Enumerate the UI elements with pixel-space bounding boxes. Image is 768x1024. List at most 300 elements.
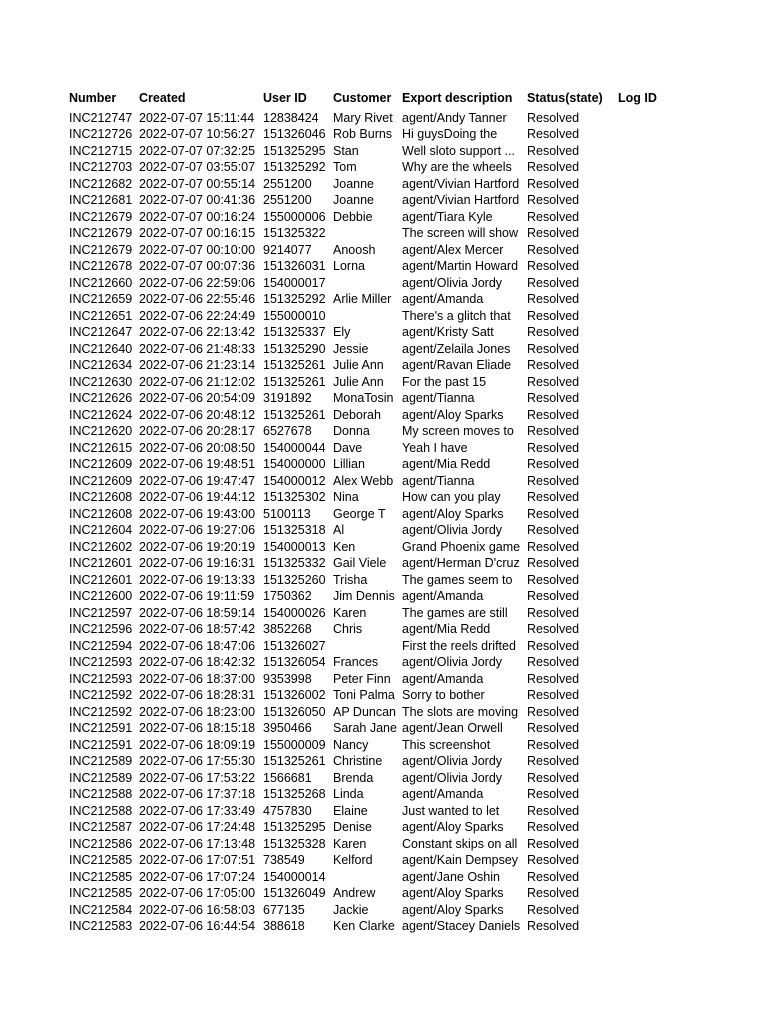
log-id-cell [618, 110, 678, 127]
log-id-cell [618, 654, 678, 671]
log-id-cell [618, 572, 678, 589]
created-cell: 2022-07-06 17:55:30 [139, 754, 256, 768]
user-id-cell: 151325295 [263, 143, 326, 158]
customer-cell: George T [333, 506, 386, 521]
user-id-cell: 677135 [263, 902, 305, 917]
number-cell: INC212585 [69, 886, 133, 900]
status-cell: Resolved [527, 523, 580, 537]
export-description-cell: agent/Olivia Jordy [402, 770, 503, 785]
created-cell: 2022-07-06 20:48:12 [139, 407, 256, 422]
number-cell: INC212601 [69, 572, 133, 587]
user-id-cell: 151325290 [263, 341, 326, 356]
customer-cell: Julie Ann [333, 358, 384, 372]
export-description-cell: agent/Olivia Jordy [402, 523, 503, 537]
log-id-cell [618, 836, 678, 853]
created-cell: 2022-07-07 07:32:25 [139, 143, 256, 158]
customer-cell: Linda [333, 787, 364, 801]
customer-cell: Peter Finn [333, 671, 391, 686]
table-row [69, 225, 678, 242]
status-cell: Resolved [527, 622, 580, 636]
user-id-cell: 151325261 [263, 754, 326, 768]
log-id-cell [618, 638, 678, 655]
customer-cell: Rob Burns [333, 127, 393, 141]
status-cell: Resolved [527, 671, 580, 686]
log-id-cell [618, 126, 678, 143]
number-cell: INC212624 [69, 407, 133, 422]
created-cell: 2022-07-07 00:10:00 [139, 242, 256, 257]
number-cell: INC212594 [69, 638, 133, 653]
customer-cell [333, 225, 402, 242]
status-cell: Resolved [527, 556, 580, 570]
table-row [69, 720, 678, 737]
user-id-cell: 151326046 [263, 127, 326, 141]
customer-cell: Christine [333, 754, 383, 768]
created-cell: 2022-07-06 17:05:00 [139, 886, 256, 900]
user-id-cell: 3852268 [263, 622, 312, 636]
created-cell: 2022-07-06 22:59:06 [139, 275, 256, 290]
table-row [69, 258, 678, 275]
number-cell: INC212585 [69, 853, 133, 867]
user-id-cell: 151325295 [263, 820, 326, 834]
number-cell: INC212681 [69, 193, 133, 207]
number-cell: INC212726 [69, 127, 133, 141]
table-row [69, 291, 678, 308]
number-cell: INC212591 [69, 721, 133, 735]
status-cell: Resolved [527, 902, 580, 917]
export-description-cell: agent/Amanda [402, 292, 484, 306]
table-row [69, 176, 678, 193]
created-cell: 2022-07-06 19:48:51 [139, 457, 256, 471]
log-id-cell [618, 423, 678, 440]
customer-cell: Ken [333, 539, 356, 554]
table-row [69, 555, 678, 572]
status-cell: Resolved [527, 407, 580, 422]
created-cell: 2022-07-07 00:16:15 [139, 226, 256, 240]
table-row [69, 539, 678, 556]
customer-cell: Jackie [333, 902, 369, 917]
status-cell: Resolved [527, 110, 580, 125]
created-cell: 2022-07-06 21:48:33 [139, 341, 256, 356]
customer-cell: Al [333, 523, 345, 537]
number-cell: INC212659 [69, 292, 133, 306]
status-cell: Resolved [527, 127, 580, 141]
table-row [69, 687, 678, 704]
number-cell: INC212589 [69, 754, 133, 768]
export-description-cell: Constant skips on all [402, 836, 518, 851]
number-cell: INC212682 [69, 176, 133, 191]
header-log-id: Log ID [618, 91, 657, 105]
log-id-cell [618, 489, 678, 506]
export-description-cell: agent/Aloy Sparks [402, 886, 504, 900]
status-cell: Resolved [527, 770, 580, 785]
log-id-cell [618, 720, 678, 737]
status-cell: Resolved [527, 473, 580, 488]
customer-cell: Anoosh [333, 242, 376, 257]
user-id-cell: 151326031 [263, 259, 326, 273]
number-cell: INC212583 [69, 919, 133, 933]
table-row [69, 918, 678, 935]
number-cell: INC212592 [69, 688, 133, 702]
number-cell: INC212679 [69, 242, 133, 257]
number-cell: INC212602 [69, 539, 133, 554]
created-cell: 2022-07-06 17:13:48 [139, 836, 256, 851]
created-cell: 2022-07-06 18:23:00 [139, 704, 256, 719]
user-id-cell: 151325261 [263, 374, 326, 389]
table-row [69, 588, 678, 605]
status-cell: Resolved [527, 803, 580, 818]
user-id-cell: 155000006 [263, 209, 326, 224]
status-cell: Resolved [527, 572, 580, 587]
export-description-cell: agent/Zelaila Jones [402, 341, 511, 356]
created-cell: 2022-07-06 18:37:00 [139, 671, 256, 686]
log-id-cell [618, 225, 678, 242]
created-cell: 2022-07-06 17:53:22 [139, 770, 256, 785]
log-id-cell [618, 258, 678, 275]
user-id-cell: 151325302 [263, 490, 326, 504]
customer-cell: Lorna [333, 259, 365, 273]
number-cell: INC212651 [69, 308, 133, 323]
export-description-cell: agent/Alex Mercer [402, 242, 504, 257]
user-id-cell: 151326054 [263, 655, 326, 669]
table-row [69, 324, 678, 341]
created-cell: 2022-07-06 18:57:42 [139, 622, 256, 636]
table-row [69, 654, 678, 671]
log-id-cell [618, 737, 678, 754]
customer-cell: Nancy [333, 737, 369, 752]
status-cell: Resolved [527, 341, 580, 356]
log-id-cell [618, 621, 678, 638]
created-cell: 2022-07-07 00:16:24 [139, 209, 256, 224]
header-user-id: User ID [263, 91, 307, 105]
log-id-cell [618, 407, 678, 424]
table-row [69, 522, 678, 539]
status-cell: Resolved [527, 919, 580, 933]
export-description-cell: Sorry to bother [402, 688, 485, 702]
created-cell: 2022-07-07 10:56:27 [139, 127, 256, 141]
customer-cell: Tom [333, 160, 357, 174]
user-id-cell: 151325328 [263, 836, 326, 851]
log-id-cell [618, 143, 678, 160]
table-row [69, 572, 678, 589]
user-id-cell: 12838424 [263, 110, 319, 125]
user-id-cell: 154000014 [263, 869, 326, 884]
customer-cell: Andrew [333, 886, 376, 900]
table-row [69, 885, 678, 902]
export-description-cell: agent/Aloy Sparks [402, 902, 504, 917]
customer-cell: Joanne [333, 193, 375, 207]
status-cell: Resolved [527, 869, 580, 884]
number-cell: INC212586 [69, 836, 133, 851]
table-row [69, 456, 678, 473]
customer-cell: Dave [333, 440, 363, 455]
user-id-cell: 1566681 [263, 770, 312, 785]
header-export-description: Export description [402, 91, 513, 105]
table-row [69, 209, 678, 226]
number-cell: INC212609 [69, 473, 133, 488]
number-cell: INC212604 [69, 523, 133, 537]
customer-cell: Brenda [333, 770, 374, 785]
created-cell: 2022-07-07 15:11:44 [139, 110, 255, 125]
user-id-cell: 154000012 [263, 473, 326, 488]
user-id-cell: 9353998 [263, 671, 312, 686]
customer-cell: Julie Ann [333, 374, 384, 389]
status-cell: Resolved [527, 539, 580, 554]
created-cell: 2022-07-06 19:47:47 [139, 473, 256, 488]
created-cell: 2022-07-06 20:54:09 [139, 391, 256, 405]
status-cell: Resolved [527, 721, 580, 735]
created-cell: 2022-07-06 18:59:14 [139, 605, 256, 620]
user-id-cell: 155000010 [263, 308, 326, 323]
export-description-cell: agent/Vivian Hartford [402, 176, 520, 191]
status-cell: Resolved [527, 176, 580, 191]
log-id-cell [618, 687, 678, 704]
status-cell: Resolved [527, 688, 580, 702]
export-description-cell: The screen will show [402, 226, 519, 240]
user-id-cell: 3191892 [263, 391, 312, 405]
status-cell: Resolved [527, 704, 580, 719]
log-id-cell [618, 176, 678, 193]
table-row [69, 671, 678, 688]
user-id-cell: 3950466 [263, 721, 312, 735]
log-id-cell [618, 555, 678, 572]
created-cell: 2022-07-06 17:33:49 [139, 803, 256, 818]
table-row [69, 159, 678, 176]
user-id-cell: 9214077 [263, 242, 312, 257]
number-cell: INC212608 [69, 490, 133, 504]
status-cell: Resolved [527, 160, 580, 174]
user-id-cell: 151325337 [263, 325, 326, 339]
log-id-cell [618, 159, 678, 176]
export-description-cell: Well sloto support ... [402, 143, 516, 158]
created-cell: 2022-07-06 18:09:19 [139, 737, 256, 752]
number-cell: INC212747 [69, 110, 133, 125]
customer-cell: Joanne [333, 176, 375, 191]
log-id-cell [618, 539, 678, 556]
status-cell: Resolved [527, 737, 580, 752]
created-cell: 2022-07-06 17:24:48 [139, 820, 256, 834]
status-cell: Resolved [527, 209, 580, 224]
status-cell: Resolved [527, 490, 580, 504]
status-cell: Resolved [527, 259, 580, 273]
number-cell: INC212679 [69, 226, 133, 240]
export-description-cell: agent/Olivia Jordy [402, 655, 503, 669]
table-row [69, 440, 678, 457]
customer-cell [333, 275, 402, 292]
table-row [69, 621, 678, 638]
number-cell: INC212679 [69, 209, 133, 224]
created-cell: 2022-07-06 16:58:03 [139, 902, 256, 917]
status-cell: Resolved [527, 754, 580, 768]
export-description-cell: agent/Herman D'cruz [402, 556, 520, 570]
status-cell: Resolved [527, 589, 580, 603]
header-row [69, 90, 678, 110]
customer-cell: Nina [333, 490, 359, 504]
customer-cell: Alex Webb [333, 473, 394, 488]
export-description-cell: For the past 15 [402, 374, 487, 389]
customer-cell: Deborah [333, 407, 381, 422]
header-customer: Customer [333, 91, 392, 105]
export-description-cell: Hi guysDoing the [402, 127, 498, 141]
number-cell: INC212647 [69, 325, 133, 339]
table-row [69, 489, 678, 506]
created-cell: 2022-07-07 00:41:36 [139, 193, 256, 207]
export-description-cell: agent/Aloy Sparks [402, 820, 504, 834]
table-row [69, 770, 678, 787]
log-id-cell [618, 869, 678, 886]
log-id-cell [618, 242, 678, 259]
log-id-cell [618, 770, 678, 787]
customer-cell: Kelford [333, 853, 373, 867]
log-id-cell [618, 209, 678, 226]
user-id-cell: 154000026 [263, 605, 326, 620]
table-row [69, 902, 678, 919]
customer-cell: Jessie [333, 341, 369, 356]
log-id-cell [618, 786, 678, 803]
user-id-cell: 154000017 [263, 275, 326, 290]
export-description-cell: agent/Tianna [402, 391, 475, 405]
status-cell: Resolved [527, 193, 580, 207]
number-cell: INC212585 [69, 869, 133, 884]
log-id-cell [618, 390, 678, 407]
table-row [69, 852, 678, 869]
customer-cell: Chris [333, 622, 363, 636]
number-cell: INC212600 [69, 589, 133, 603]
export-description-cell: agent/Amanda [402, 671, 484, 686]
customer-cell: Jim Dennis [333, 589, 395, 603]
log-id-cell [618, 852, 678, 869]
customer-cell [333, 869, 402, 886]
user-id-cell: 4757830 [263, 803, 312, 818]
created-cell: 2022-07-06 19:13:33 [139, 572, 256, 587]
user-id-cell: 151325260 [263, 572, 326, 587]
created-cell: 2022-07-07 00:07:36 [139, 259, 256, 273]
log-id-cell [618, 885, 678, 902]
customer-cell: Denise [333, 820, 372, 834]
log-id-cell [618, 308, 678, 325]
number-cell: INC212584 [69, 902, 133, 917]
number-cell: INC212589 [69, 770, 133, 785]
customer-cell: Ken Clarke [333, 919, 395, 933]
table-row [69, 126, 678, 143]
created-cell: 2022-07-06 16:44:54 [139, 919, 256, 933]
table-row [69, 110, 678, 127]
user-id-cell: 151325292 [263, 292, 326, 306]
export-description-cell: agent/Olivia Jordy [402, 275, 503, 290]
user-id-cell: 151325268 [263, 787, 326, 801]
log-id-cell [618, 671, 678, 688]
created-cell: 2022-07-06 22:13:42 [139, 325, 256, 339]
status-cell: Resolved [527, 325, 580, 339]
header-status: Status(state) [527, 91, 603, 105]
status-cell: Resolved [527, 143, 580, 158]
table-row [69, 869, 678, 886]
table-header [69, 90, 678, 110]
table-row [69, 753, 678, 770]
created-cell: 2022-07-06 19:44:12 [139, 490, 256, 504]
table-row [69, 473, 678, 490]
log-id-cell [618, 704, 678, 721]
status-cell: Resolved [527, 275, 580, 290]
number-cell: INC212596 [69, 622, 133, 636]
user-id-cell: 5100113 [263, 506, 311, 521]
created-cell: 2022-07-06 20:08:50 [139, 440, 256, 455]
export-description-cell: agent/Amanda [402, 589, 484, 603]
number-cell: INC212620 [69, 424, 133, 438]
table-row [69, 638, 678, 655]
export-description-cell: My screen moves to [402, 424, 514, 438]
log-id-cell [618, 341, 678, 358]
customer-cell: Toni Palma [333, 688, 395, 702]
user-id-cell: 1750362 [263, 589, 312, 603]
number-cell: INC212609 [69, 457, 133, 471]
user-id-cell: 151325261 [263, 407, 326, 422]
table-row [69, 374, 678, 391]
export-description-cell: The slots are moving [402, 704, 519, 719]
header-created: Created [139, 91, 186, 105]
user-id-cell: 151325322 [263, 226, 326, 240]
table-row [69, 192, 678, 209]
status-cell: Resolved [527, 424, 580, 438]
number-cell: INC212660 [69, 275, 133, 290]
status-cell: Resolved [527, 440, 580, 455]
export-description-cell: agent/Amanda [402, 787, 484, 801]
customer-cell: Donna [333, 424, 370, 438]
customer-cell: MonaTosin [333, 391, 394, 405]
export-description-cell: agent/Tiara Kyle [402, 209, 493, 224]
customer-cell: Sarah Jane [333, 721, 397, 735]
incident-table [69, 90, 678, 935]
log-id-cell [618, 473, 678, 490]
number-cell: INC212630 [69, 374, 133, 389]
created-cell: 2022-07-07 00:55:14 [139, 176, 256, 191]
export-description-cell: agent/Tianna [402, 473, 475, 488]
table-row [69, 242, 678, 259]
log-id-cell [618, 605, 678, 622]
export-description-cell: agent/Kain Dempsey [402, 853, 519, 867]
log-id-cell [618, 819, 678, 836]
customer-cell [333, 308, 402, 325]
customer-cell: Frances [333, 655, 379, 669]
number-cell: INC212597 [69, 605, 133, 620]
export-description-cell: There's a glitch that [402, 308, 511, 323]
table-row [69, 506, 678, 523]
number-cell: INC212634 [69, 358, 133, 372]
status-cell: Resolved [527, 787, 580, 801]
user-id-cell: 2551200 [263, 193, 312, 207]
log-id-cell [618, 357, 678, 374]
customer-cell: Karen [333, 605, 367, 620]
export-description-cell: agent/Jane Oshin [402, 869, 500, 884]
user-id-cell: 151326002 [263, 688, 326, 702]
status-cell: Resolved [527, 853, 580, 867]
export-description-cell: agent/Jean Orwell [402, 721, 503, 735]
status-cell: Resolved [527, 886, 580, 900]
table-row [69, 423, 678, 440]
user-id-cell: 151325261 [263, 358, 326, 372]
log-id-cell [618, 803, 678, 820]
number-cell: INC212593 [69, 671, 133, 686]
user-id-cell: 154000013 [263, 539, 326, 554]
table-row [69, 341, 678, 358]
table-row [69, 737, 678, 754]
table-body [69, 110, 678, 935]
user-id-cell: 151325318 [263, 523, 326, 537]
table-row [69, 605, 678, 622]
user-id-cell: 154000044 [263, 440, 326, 455]
status-cell: Resolved [527, 457, 580, 471]
export-description-cell: This screenshot [402, 737, 491, 752]
number-cell: INC212615 [69, 440, 133, 455]
